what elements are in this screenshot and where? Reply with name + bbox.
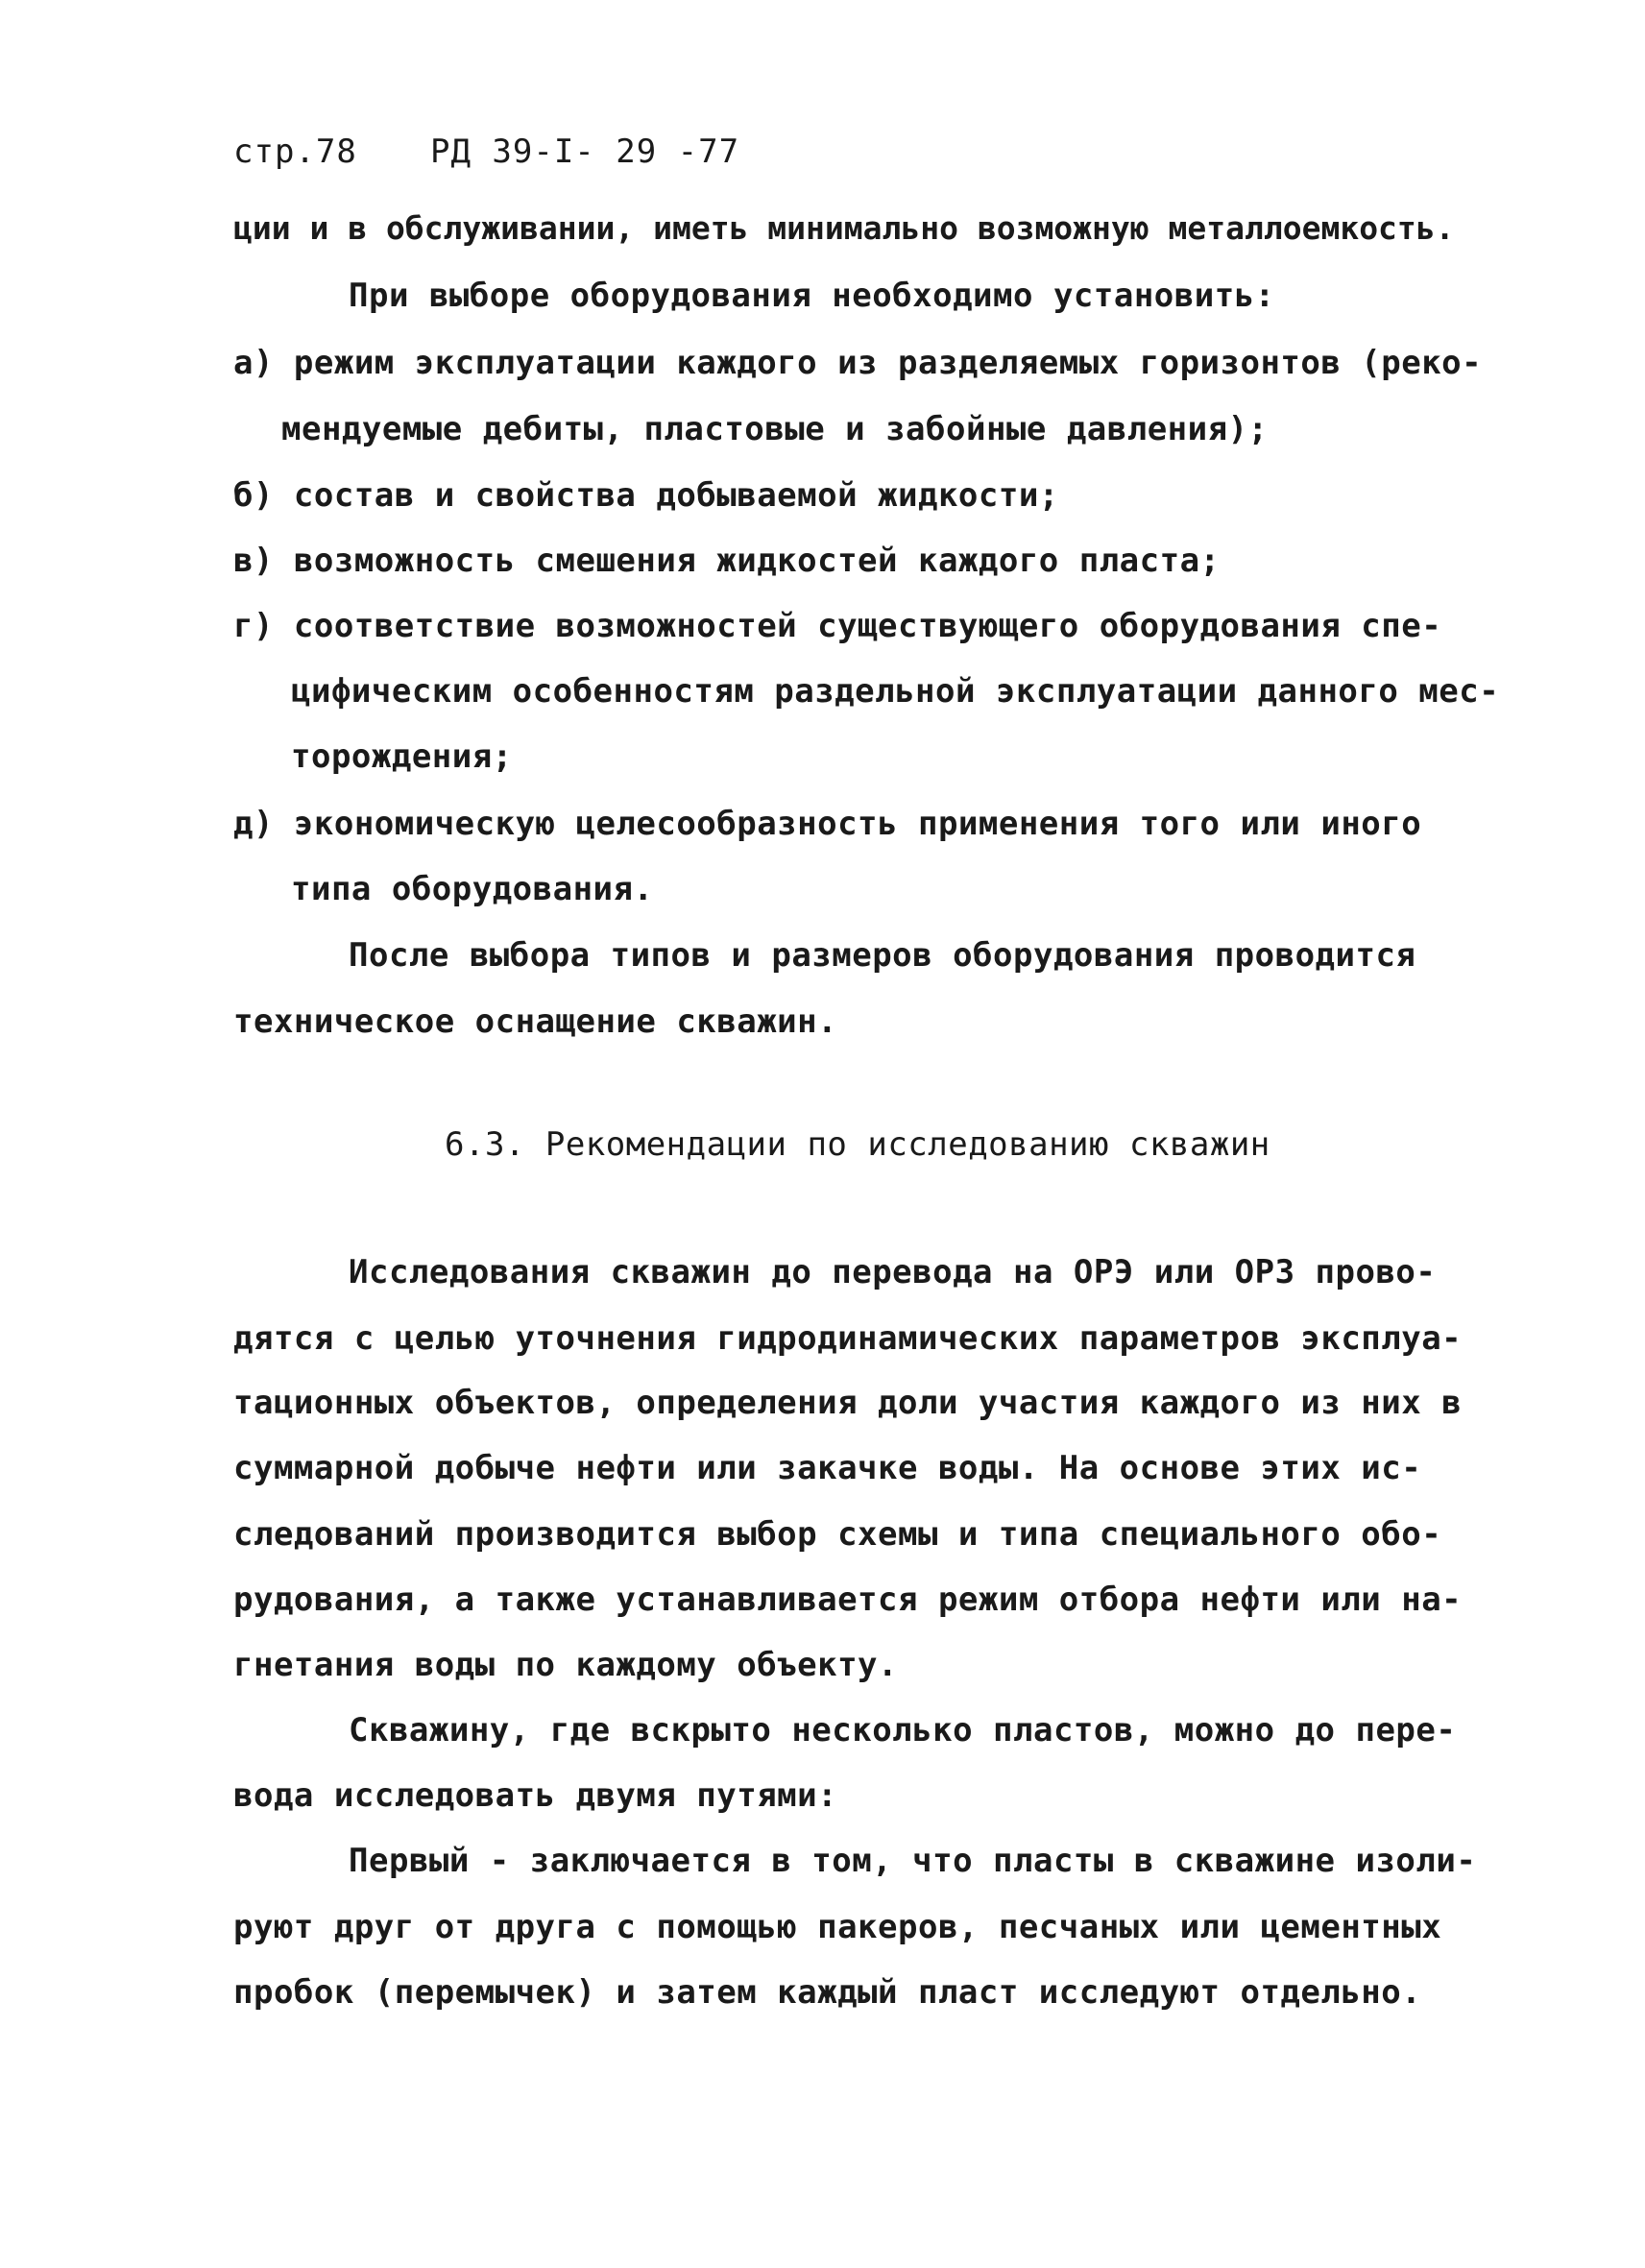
text-line: дятся с целью уточнения гидродинамических параметров эксплуа- xyxy=(233,1319,1463,1358)
text-line: типа оборудования. xyxy=(291,870,654,908)
text-line: техническое оснащение скважин. xyxy=(233,1002,838,1041)
text-line: следований производится выбор схемы и типа специального обо- xyxy=(233,1515,1442,1554)
text-line: Первый - заключается в том, что пласты в скважине изоли- xyxy=(349,1842,1477,1880)
list-item-a: а) режим эксплуатации каждого из разделяемых горизонтов (реко- xyxy=(233,344,1483,382)
text-line: Исследования скважин до перевода на ОРЭ или ОРЗ прово- xyxy=(349,1253,1437,1291)
text-line: руют друг от друга с помощью пакеров, песчаных или цементных xyxy=(233,1908,1442,1946)
page-number: стр.78 xyxy=(233,133,357,171)
text-line: После выбора типов и размеров оборудования проводится xyxy=(349,936,1416,975)
document-code: РД 39-I- 29 -77 xyxy=(430,133,740,171)
text-line: суммарной добыче нефти или закачке воды. На основе этих ис- xyxy=(233,1449,1422,1487)
text-line: Скважину, где вскрыто несколько пластов, можно до пере- xyxy=(349,1711,1457,1749)
list-item-g: г) соответствие возможностей существующего оборудования спе- xyxy=(233,607,1442,645)
text-line: рудования, а также устанавливается режим отбора нефти или на- xyxy=(233,1580,1463,1619)
text-line: тационных объектов, определения доли участия каждого из них в xyxy=(233,1384,1463,1422)
text-line: гнетания воды по каждому объекту. xyxy=(233,1646,899,1684)
text-line: цифическим особенностям раздельной эксплуатации данного мес- xyxy=(291,672,1500,711)
text-line: При выборе оборудования необходимо установить: xyxy=(349,277,1275,315)
section-heading: 6.3. Рекомендации по исследованию скважин xyxy=(445,1125,1270,1164)
list-item-d: д) экономическую целесообразность применения того или иного xyxy=(233,805,1422,843)
list-item-v: в) возможность смешения жидкостей каждого пласта; xyxy=(233,542,1221,580)
text-line: мендуемые дебиты, пластовые и забойные давления); xyxy=(281,410,1269,448)
text-line: вода исследовать двумя путями: xyxy=(233,1776,838,1815)
text-line: ции и в обслуживании, иметь минимально возможную металлоемкость. xyxy=(233,209,1455,247)
text-line: пробок (перемычек) и затем каждый пласт исследуют отдельно. xyxy=(233,1973,1422,2012)
text-line: торождения; xyxy=(291,737,513,776)
list-item-b: б) состав и свойства добываемой жидкости; xyxy=(233,476,1059,515)
